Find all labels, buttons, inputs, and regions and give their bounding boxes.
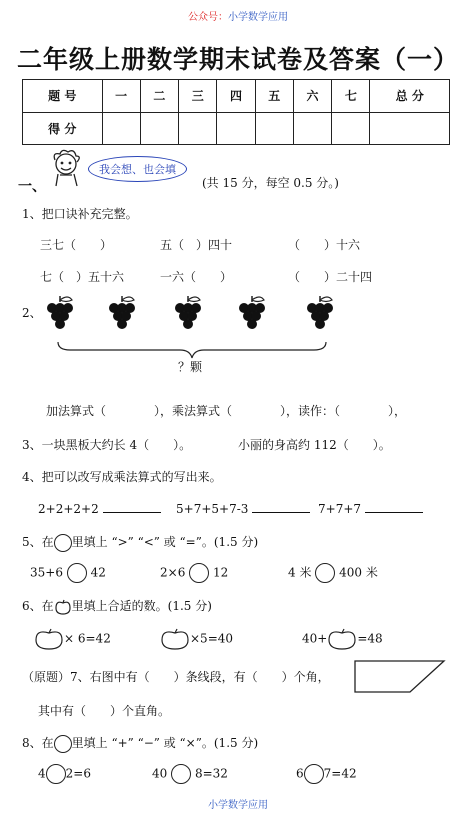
q4-item — [176, 502, 310, 516]
q5-item — [160, 563, 228, 583]
cell: 六 — [293, 80, 331, 113]
cell: 五 — [255, 80, 293, 113]
q6-item — [160, 628, 233, 650]
cell: 题 号 — [23, 80, 103, 113]
cell: 三 — [179, 80, 217, 113]
grape-icon — [175, 296, 201, 329]
q5-left: 4 米 — [288, 565, 312, 580]
apple-icon — [160, 628, 190, 650]
q1-item: （ ）十六 — [288, 238, 361, 252]
q6-title — [22, 597, 212, 615]
circle-icon — [54, 534, 72, 552]
q5-title-pre: 5、在 — [22, 535, 54, 549]
q6-item — [34, 628, 111, 650]
header-label: 公众号： — [188, 12, 228, 23]
q8-title-post: 里填上 “+” “−” 或 “×”。(1.5 分) — [71, 736, 259, 750]
circle-icon — [46, 764, 66, 784]
q8-right: 2=6 — [65, 766, 91, 781]
q5-left: 35+6 — [30, 565, 63, 580]
answer-line — [252, 512, 310, 513]
circle-icon — [304, 764, 324, 784]
page-title: 二年级上册数学期末试卷及答案（一） — [16, 45, 459, 74]
grape-icon — [47, 296, 73, 329]
cell: 二 — [140, 80, 178, 113]
cell — [293, 112, 331, 145]
q4-expr: 2+2+2+2 — [38, 502, 99, 516]
cell — [102, 112, 140, 145]
q1-item: 七（ ）五十六 — [40, 270, 125, 284]
q4-expr: 5+7+5+7-3 — [176, 502, 249, 516]
q1-title: 1、把口诀补充完整。 — [22, 207, 138, 221]
q4-expr: 7+7+7 — [318, 502, 362, 516]
score-table-header-row — [23, 80, 450, 113]
q3-part-a: 3、一块黑板大约长 4（ ）。 — [22, 438, 192, 452]
q1-item: 五（ ）四十 — [160, 238, 233, 252]
circle-icon — [189, 563, 209, 583]
q8-title — [22, 734, 258, 753]
cartoon-kid-icon — [46, 148, 88, 190]
q8-left: 6 — [296, 766, 304, 781]
grape-icon — [307, 296, 333, 329]
q1-item: （ ）二十四 — [288, 270, 373, 284]
q8-right: 7=42 — [323, 766, 357, 781]
cell — [370, 112, 450, 145]
q6-right: × 6=42 — [64, 631, 111, 646]
q7-line2: 其中有（ ）个直角。 — [38, 704, 171, 718]
cell — [179, 112, 217, 145]
q5-right: 42 — [90, 565, 106, 580]
cell — [255, 112, 293, 145]
q3-part-b: 小丽的身高约 112（ ）。 — [238, 438, 391, 452]
cell: 七 — [332, 80, 370, 113]
q1-item: 三七（ ） — [40, 238, 113, 252]
cell: 一 — [102, 80, 140, 113]
q5-right: 12 — [212, 565, 229, 580]
q8-item — [152, 764, 228, 784]
q6-title-pre: 6、在 — [22, 599, 54, 613]
q8-item — [38, 764, 91, 784]
q1-item: 一六（ ） — [160, 270, 233, 284]
q5-item — [30, 563, 106, 583]
q8-right: 8=32 — [194, 766, 228, 781]
q8-title-pre: 8、在 — [22, 736, 54, 750]
q5-right: 400 米 — [339, 565, 378, 580]
header-value: 小学数学应用 — [228, 12, 288, 23]
cell — [217, 112, 255, 145]
q8-left: 4 — [38, 766, 46, 781]
answer-line — [365, 512, 423, 513]
q5-item — [288, 563, 378, 583]
q5-left: 2×6 — [160, 565, 186, 580]
brace-icon — [58, 342, 326, 358]
score-table-score-row — [23, 112, 450, 145]
section-number: 一、 — [18, 179, 46, 195]
q5-title — [22, 533, 258, 552]
q5-title-post: 里填上 “>” “<” 或 “=”。(1.5 分) — [71, 535, 259, 549]
apple-icon — [54, 599, 72, 615]
q6-right: ×5=40 — [190, 631, 234, 646]
footer-source: 小学数学应用 — [208, 800, 268, 811]
q6-title-post: 里填上合适的数。(1.5 分) — [71, 599, 212, 613]
grape-icon — [109, 296, 135, 329]
q2-formula-line: 加法算式（ ），乘法算式（ ），读作：（ ）， — [46, 404, 407, 418]
q2-brace-label: ？颗 — [178, 360, 203, 374]
score-table — [22, 79, 450, 145]
cell: 总 分 — [370, 80, 450, 113]
q4-title: 4、把可以改写成乘法算式的写出来。 — [22, 470, 222, 484]
q6-item — [302, 628, 383, 650]
grape-icon — [239, 296, 265, 329]
apple-icon — [327, 628, 357, 650]
circle-icon — [171, 764, 191, 784]
q8-left: 40 — [152, 766, 168, 781]
trapezoid-figure — [352, 656, 448, 696]
q2-number: 2、 — [22, 306, 42, 320]
section-note: (共 15 分，每空 0.5 分。) — [202, 176, 339, 190]
q4-item — [318, 502, 423, 516]
cell — [332, 112, 370, 145]
circle-icon — [67, 563, 87, 583]
q7-line1: （原题）7、右图中有（ ）条线段，有（ ）个角， — [22, 670, 330, 684]
q6-left: 40+ — [302, 631, 328, 646]
cell: 得 分 — [23, 112, 103, 145]
q8-item — [296, 764, 357, 784]
cell — [140, 112, 178, 145]
q6-right: =48 — [357, 631, 383, 646]
cell: 四 — [217, 80, 255, 113]
circle-icon — [315, 563, 335, 583]
q4-item — [38, 502, 161, 516]
header-source — [0, 8, 476, 23]
circle-icon — [54, 735, 72, 753]
apple-icon — [34, 628, 64, 650]
section-bubble: 我会想、也会填 — [88, 156, 187, 182]
answer-line — [103, 512, 161, 513]
